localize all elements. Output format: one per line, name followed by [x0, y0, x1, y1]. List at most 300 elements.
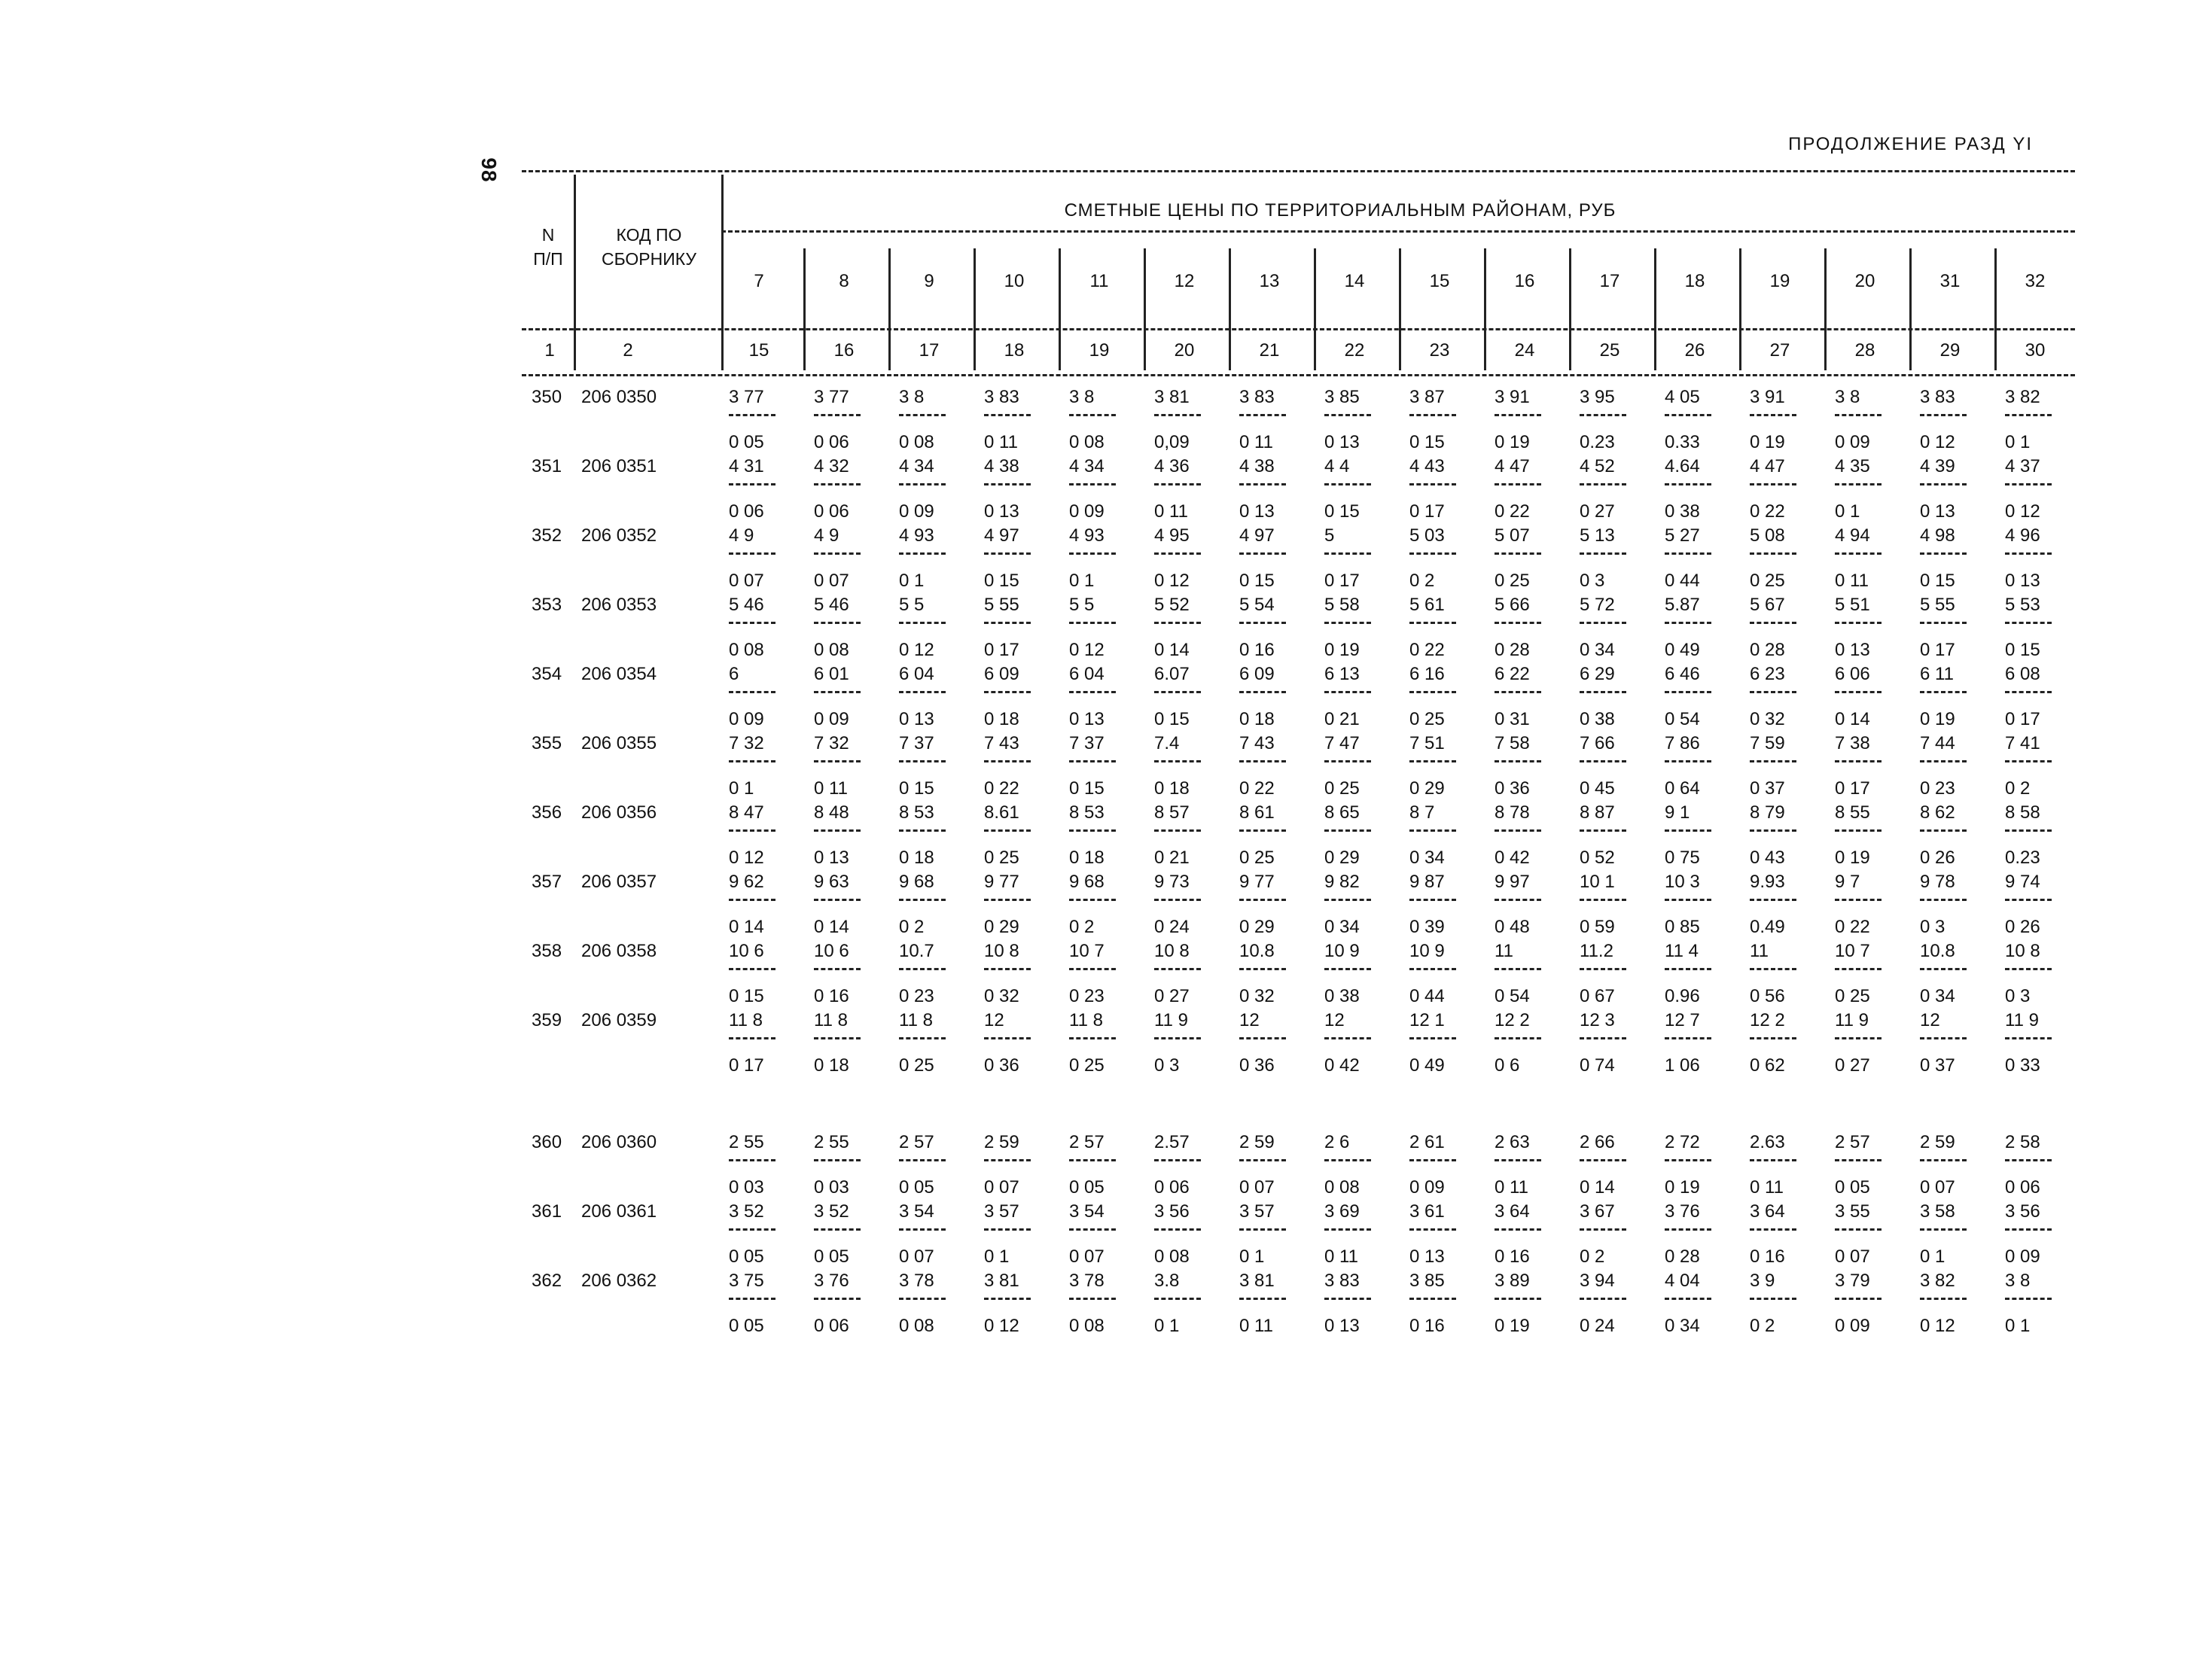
price-wage: 0 24	[1580, 1316, 1615, 1336]
fraction-line	[984, 829, 1031, 832]
fraction-line	[729, 552, 775, 555]
price-total: 4 93	[1069, 525, 1105, 546]
price-total: 3 91	[1750, 387, 1785, 407]
price-total: 8 78	[1495, 802, 1530, 823]
price-total: 11 8	[1069, 1010, 1103, 1030]
price-total: 7 32	[729, 733, 764, 753]
row-number: 356	[532, 802, 562, 823]
fraction-line	[1069, 483, 1116, 485]
price-wage: 0 27	[1580, 501, 1615, 522]
fraction-line	[1750, 899, 1796, 901]
price-total: 3 83	[1324, 1271, 1360, 1291]
vline-col-9	[1484, 248, 1486, 370]
row-number: 362	[532, 1271, 562, 1291]
fraction-line	[1835, 1298, 1881, 1300]
row-number: 359	[532, 1010, 562, 1030]
fraction-line	[814, 1037, 861, 1039]
price-total: 3 8	[2005, 1271, 2031, 1291]
price-wage: 0 18	[814, 1055, 849, 1076]
price-total: 3 81	[984, 1271, 1019, 1291]
row-number: 358	[532, 941, 562, 961]
price-total: 2.57	[1154, 1132, 1190, 1152]
fraction-line	[1154, 1228, 1201, 1231]
price-wage: 0 23	[1069, 986, 1105, 1006]
price-wage: 0 42	[1495, 848, 1530, 868]
price-total: 2 66	[1580, 1132, 1615, 1152]
price-wage: 0 22	[1495, 501, 1530, 522]
section-header: ПРОДОЛЖЕНИЕ РАЗД YI	[1788, 134, 2033, 154]
price-wage: 0 22	[1239, 778, 1275, 799]
price-wage: 0 1	[899, 571, 925, 591]
price-total: 4 95	[1154, 525, 1190, 546]
district-header: 11	[1089, 271, 1109, 291]
fraction-line	[1069, 899, 1116, 901]
price-wage: 0 26	[1920, 848, 1955, 868]
price-total: 3 85	[1324, 387, 1360, 407]
price-total: 4 32	[814, 456, 849, 476]
fraction-line	[984, 483, 1031, 485]
vline-col-7	[1314, 248, 1316, 370]
fraction-line	[1154, 1298, 1201, 1300]
vline-col-4	[1059, 248, 1061, 370]
district-header: 13	[1259, 271, 1280, 291]
price-wage: 0 09	[899, 501, 934, 522]
price-total: 9 87	[1409, 872, 1445, 892]
price-wage: 0 37	[1750, 778, 1785, 799]
price-wage: 0 44	[1665, 571, 1700, 591]
colnum-1: 1	[544, 340, 555, 361]
price-wage: 0 12	[2005, 501, 2040, 522]
price-wage: 0 59	[1580, 917, 1615, 937]
fraction-line	[814, 691, 861, 693]
fraction-line	[1069, 552, 1116, 555]
price-total: 3 95	[1580, 387, 1615, 407]
district-header: 14	[1344, 271, 1365, 291]
price-wage: 0 25	[1835, 986, 1870, 1006]
price-wage: 0 45	[1580, 778, 1615, 799]
price-wage: 0 11	[984, 432, 1018, 452]
fraction-line	[1750, 1037, 1796, 1039]
price-wage: 0 32	[1750, 709, 1785, 729]
fraction-line	[899, 1159, 946, 1161]
price-wage: 0 17	[1920, 640, 1955, 660]
fraction-line	[1665, 968, 1711, 970]
fraction-line	[1495, 622, 1541, 624]
price-total: 6 11	[1920, 664, 1954, 684]
price-wage: 0 08	[899, 432, 934, 452]
price-wage: 0 28	[1750, 640, 1785, 660]
price-total: 3 55	[1835, 1201, 1870, 1222]
header-group-title: СМЕТНЫЕ ЦЕНЫ ПО ТЕРРИТОРИАЛЬНЫМ РАЙОНАМ, РУБ	[1064, 200, 1616, 221]
price-wage: 0 15	[1409, 432, 1445, 452]
price-total: 3 82	[1920, 1271, 1955, 1291]
price-total: 8 7	[1409, 802, 1435, 823]
district-header: 18	[1684, 271, 1705, 291]
fraction-line	[1324, 1298, 1371, 1300]
price-wage: 0 11	[1750, 1177, 1784, 1198]
price-total: 5 46	[814, 595, 849, 615]
price-wage: 0 15	[1324, 501, 1360, 522]
price-wage: 0 15	[1239, 571, 1275, 591]
price-wage: 0 11	[1239, 1316, 1273, 1336]
price-total: 8.61	[984, 802, 1019, 823]
price-wage: 0 07	[1920, 1177, 1955, 1198]
price-total: 3 78	[1069, 1271, 1105, 1291]
column-number: 26	[1684, 340, 1705, 361]
fraction-line	[1580, 1298, 1626, 1300]
fraction-line	[1324, 968, 1371, 970]
column-number: 20	[1174, 340, 1195, 361]
fraction-line	[1920, 691, 1967, 693]
price-total: 3 8	[1069, 387, 1095, 407]
fraction-line	[2005, 552, 2052, 555]
fraction-line	[899, 760, 946, 762]
fraction-line	[1835, 622, 1881, 624]
fraction-line	[1069, 760, 1116, 762]
price-total: 11 8	[729, 1010, 763, 1030]
price-total: 4 47	[1495, 456, 1530, 476]
page-number: 98	[477, 157, 501, 183]
price-wage: 0 39	[1409, 917, 1445, 937]
price-total: 3 81	[1239, 1271, 1275, 1291]
fraction-line	[1495, 1037, 1541, 1039]
vline-col-5	[1144, 248, 1146, 370]
price-total: 3 52	[729, 1201, 764, 1222]
fraction-line	[1409, 622, 1456, 624]
fraction-line	[1835, 760, 1881, 762]
price-wage: 0 3	[2005, 986, 2031, 1006]
fraction-line	[814, 414, 861, 416]
price-total: 3 83	[1920, 387, 1955, 407]
price-total: 4 31	[729, 456, 764, 476]
district-header: 8	[839, 271, 849, 291]
price-total: 2 72	[1665, 1132, 1700, 1152]
row-code: 206 0359	[581, 1010, 657, 1030]
price-wage: 0 16	[1409, 1316, 1445, 1336]
fraction-line	[729, 968, 775, 970]
price-total: 6.07	[1154, 664, 1190, 684]
price-total: 12	[1239, 1010, 1260, 1030]
price-total: 9 68	[899, 872, 934, 892]
price-wage: 0 13	[1239, 501, 1275, 522]
price-total: 7 59	[1750, 733, 1785, 753]
fraction-line	[1495, 968, 1541, 970]
price-total: 4 34	[1069, 456, 1105, 476]
price-total: 11 9	[1154, 1010, 1188, 1030]
fraction-line	[1409, 691, 1456, 693]
fraction-line	[899, 1228, 946, 1231]
fraction-line	[1409, 414, 1456, 416]
price-wage: 0 36	[984, 1055, 1019, 1076]
price-wage: 0 14	[1580, 1177, 1615, 1198]
price-total: 12	[1324, 1010, 1345, 1030]
row-number: 361	[532, 1201, 562, 1222]
fraction-line	[1750, 1298, 1796, 1300]
price-total: 7 58	[1495, 733, 1530, 753]
vline-col-12	[1739, 248, 1741, 370]
price-wage: 0 49	[1409, 1055, 1445, 1076]
price-total: 7 43	[984, 733, 1019, 753]
fraction-line	[2005, 899, 2052, 901]
price-wage: 0 17	[1324, 571, 1360, 591]
price-total: 5	[1324, 525, 1335, 546]
fraction-line	[1665, 552, 1711, 555]
price-total: 9 1	[1665, 802, 1690, 823]
price-wage: 0 09	[1069, 501, 1105, 522]
fraction-line	[1920, 552, 1967, 555]
fraction-line	[1069, 829, 1116, 832]
price-total: 6 06	[1835, 664, 1870, 684]
fraction-line	[2005, 829, 2052, 832]
price-wage: 0 09	[1409, 1177, 1445, 1198]
price-total: 2 61	[1409, 1132, 1445, 1152]
price-total: 12	[1920, 1010, 1940, 1030]
fraction-line	[984, 1037, 1031, 1039]
price-total: 3 64	[1495, 1201, 1530, 1222]
price-total: 3 54	[1069, 1201, 1105, 1222]
price-wage: 0 06	[2005, 1177, 2040, 1198]
price-total: 5 07	[1495, 525, 1530, 546]
fraction-line	[1495, 483, 1541, 485]
price-total: 5 5	[899, 595, 925, 615]
price-total: 10.8	[1920, 941, 1955, 961]
price-wage: 0 07	[899, 1246, 934, 1267]
column-number: 28	[1854, 340, 1875, 361]
price-wage: 0 13	[1835, 640, 1870, 660]
price-total: 7 43	[1239, 733, 1275, 753]
fraction-line	[1665, 1037, 1711, 1039]
price-wage: 0 19	[1835, 848, 1870, 868]
price-wage: 0 29	[1409, 778, 1445, 799]
row-code: 206 0361	[581, 1201, 657, 1222]
price-total: 4 94	[1835, 525, 1870, 546]
price-wage: 0 2	[1069, 917, 1095, 937]
price-wage: 0.49	[1750, 917, 1785, 937]
column-number: 29	[1939, 340, 1961, 361]
fraction-line	[1920, 1228, 1967, 1231]
district-header: 10	[1004, 271, 1025, 291]
fraction-line	[814, 760, 861, 762]
price-wage: 0 15	[1920, 571, 1955, 591]
price-total: 5 03	[1409, 525, 1445, 546]
fraction-line	[729, 899, 775, 901]
fraction-line	[1069, 691, 1116, 693]
fraction-line	[1069, 968, 1116, 970]
price-total: 6 08	[2005, 664, 2040, 684]
price-total: 3 69	[1324, 1201, 1360, 1222]
price-total: 3 61	[1409, 1201, 1445, 1222]
price-wage: 0 27	[1835, 1055, 1870, 1076]
fraction-line	[1495, 552, 1541, 555]
price-total: 9 62	[729, 872, 764, 892]
price-total: 11	[1750, 941, 1769, 961]
price-wage: 0 08	[1069, 1316, 1105, 1336]
fraction-line	[814, 483, 861, 485]
price-total: 10.8	[1239, 941, 1275, 961]
price-wage: 0 12	[1069, 640, 1105, 660]
price-total: 4 97	[984, 525, 1019, 546]
fraction-line	[729, 691, 775, 693]
price-wage: 0 17	[1409, 501, 1445, 522]
price-wage: 0 11	[814, 778, 848, 799]
row-number: 354	[532, 664, 562, 684]
fraction-line	[1665, 1298, 1711, 1300]
price-wage: 0 07	[984, 1177, 1019, 1198]
fraction-line	[814, 968, 861, 970]
price-wage: 0 11	[1324, 1246, 1358, 1267]
row-number: 351	[532, 456, 562, 476]
price-wage: 0 85	[1665, 917, 1700, 937]
price-wage: 0 12	[899, 640, 934, 660]
price-total: 3.8	[1154, 1271, 1180, 1291]
price-total: 8 61	[1239, 802, 1275, 823]
group-title-rule	[721, 230, 2075, 233]
fraction-line	[1409, 1037, 1456, 1039]
fraction-line	[899, 829, 946, 832]
price-total: 3 57	[984, 1201, 1019, 1222]
price-wage: 0 43	[1750, 848, 1785, 868]
price-total: 5 66	[1495, 595, 1530, 615]
price-wage: 0 13	[1920, 501, 1955, 522]
price-wage: 0 25	[1069, 1055, 1105, 1076]
price-wage: 0 19	[1495, 1316, 1530, 1336]
fraction-line	[1665, 1159, 1711, 1161]
price-wage: 0 18	[984, 709, 1019, 729]
price-total: 7 47	[1324, 733, 1360, 753]
fraction-line	[1580, 899, 1626, 901]
price-total: 3 87	[1409, 387, 1445, 407]
price-total: 7 86	[1665, 733, 1700, 753]
price-wage: 0 31	[1495, 709, 1530, 729]
price-wage: 0 08	[1069, 432, 1105, 452]
price-wage: 0 06	[1154, 1177, 1190, 1198]
fraction-line	[1750, 691, 1796, 693]
district-header: 19	[1769, 271, 1790, 291]
fraction-line	[984, 414, 1031, 416]
column-number: 17	[919, 340, 940, 361]
price-total: 6 46	[1665, 664, 1700, 684]
price-wage: 0 22	[1835, 917, 1870, 937]
price-total: 3 83	[984, 387, 1019, 407]
price-total: 9 74	[2005, 872, 2040, 892]
fraction-line	[1324, 1159, 1371, 1161]
fraction-line	[729, 622, 775, 624]
price-wage: 0 2	[1409, 571, 1435, 591]
price-wage: 0 32	[984, 986, 1019, 1006]
price-total: 5 72	[1580, 595, 1615, 615]
fraction-line	[1750, 829, 1796, 832]
price-wage: 0 25	[984, 848, 1019, 868]
row-number: 357	[532, 872, 562, 892]
price-wage: 0 18	[1154, 778, 1190, 799]
price-total: 12	[984, 1010, 1004, 1030]
price-total: 8 87	[1580, 802, 1615, 823]
fraction-line	[2005, 691, 2052, 693]
fraction-line	[1920, 483, 1967, 485]
price-total: 2 55	[814, 1132, 849, 1152]
price-wage: 0 1	[1920, 1246, 1945, 1267]
price-wage: 0 13	[2005, 571, 2040, 591]
price-wage: 0 17	[2005, 709, 2040, 729]
price-wage: 0 38	[1580, 709, 1615, 729]
fraction-line	[984, 1228, 1031, 1231]
price-total: 6 04	[1069, 664, 1105, 684]
price-wage: 0 13	[984, 501, 1019, 522]
price-wage: 0 16	[814, 986, 849, 1006]
price-total: 3 91	[1495, 387, 1530, 407]
price-total: 2 58	[2005, 1132, 2040, 1152]
price-total: 4 93	[899, 525, 934, 546]
price-wage: 0 1	[984, 1246, 1010, 1267]
row-number: 350	[532, 387, 562, 407]
price-wage: 0 34	[1920, 986, 1955, 1006]
fraction-line	[1495, 899, 1541, 901]
fraction-line	[1835, 1159, 1881, 1161]
price-total: 7 51	[1409, 733, 1445, 753]
fraction-line	[1920, 1037, 1967, 1039]
price-total: 10 3	[1665, 872, 1700, 892]
price-total: 12 3	[1580, 1010, 1615, 1030]
price-total: 3 83	[1239, 387, 1275, 407]
price-wage: 0 06	[814, 1316, 849, 1336]
district-header: 9	[924, 271, 934, 291]
price-wage: 0 14	[1835, 709, 1870, 729]
fraction-line	[1750, 483, 1796, 485]
price-wage: 0 1	[1835, 501, 1860, 522]
fraction-line	[899, 622, 946, 624]
top-rule	[522, 170, 2075, 172]
price-wage: 0 34	[1665, 1316, 1700, 1336]
price-total: 2 57	[1835, 1132, 1870, 1152]
fraction-line	[729, 1159, 775, 1161]
price-wage: 0 64	[1665, 778, 1700, 799]
price-wage: 0 15	[2005, 640, 2040, 660]
price-total: 9 73	[1154, 872, 1190, 892]
price-total: 8 53	[1069, 802, 1105, 823]
fraction-line	[1750, 1159, 1796, 1161]
price-total: 5 08	[1750, 525, 1785, 546]
price-total: 6	[729, 664, 739, 684]
fraction-line	[2005, 968, 2052, 970]
price-wage: 0.33	[1665, 432, 1700, 452]
price-wage: 0 34	[1580, 640, 1615, 660]
fraction-line	[984, 1159, 1031, 1161]
fraction-line	[984, 622, 1031, 624]
price-total: 4 37	[2005, 456, 2040, 476]
price-wage: 0 12	[1154, 571, 1190, 591]
fraction-line	[1239, 1159, 1286, 1161]
fraction-line	[1409, 1159, 1456, 1161]
vline-col-1	[803, 248, 806, 370]
price-wage: 0 05	[729, 432, 764, 452]
price-wage: 0 27	[1154, 986, 1190, 1006]
fraction-line	[1580, 1037, 1626, 1039]
price-wage: 0 09	[814, 709, 849, 729]
price-wage: 0 07	[1069, 1246, 1105, 1267]
price-wage: 0 12	[984, 1316, 1019, 1336]
price-total: 11 9	[1835, 1010, 1869, 1030]
fraction-line	[1324, 899, 1371, 901]
price-wage: 0 56	[1750, 986, 1785, 1006]
fraction-line	[2005, 1298, 2052, 1300]
district-header: 12	[1174, 271, 1195, 291]
price-wage: 0 24	[1154, 917, 1190, 937]
column-number: 19	[1089, 340, 1110, 361]
price-wage: 0 13	[1324, 432, 1360, 452]
fraction-line	[1665, 414, 1711, 416]
fraction-line	[1920, 829, 1967, 832]
fraction-line	[1750, 968, 1796, 970]
